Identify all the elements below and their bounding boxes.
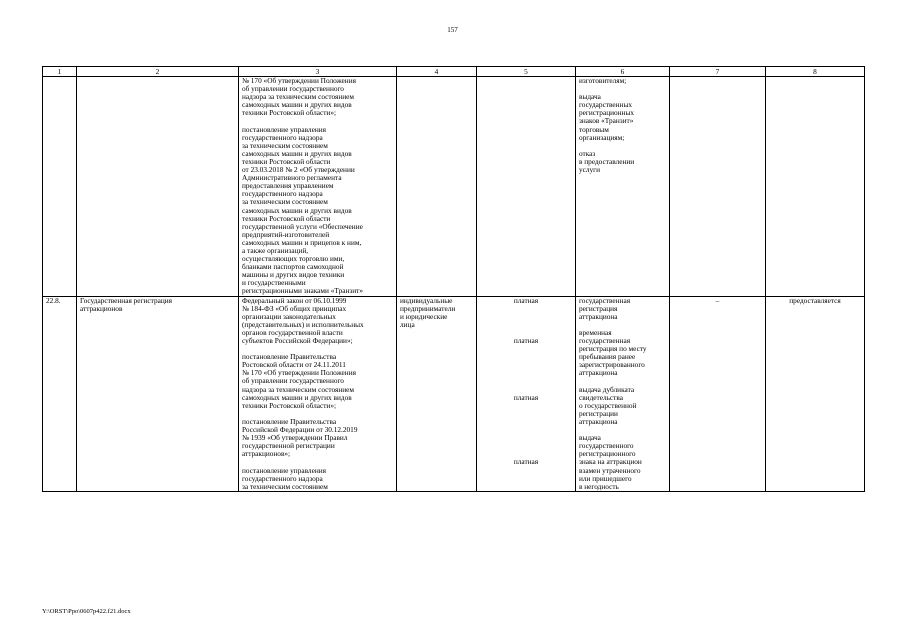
column-header-8: 8 [766, 67, 865, 77]
cell-text-line: государственного надзора [242, 132, 323, 142]
cell-text-line [480, 345, 572, 353]
cell-text-line: регистрационными знаками «Транзит» [242, 286, 363, 296]
column-header-7: 7 [670, 67, 766, 77]
cell-text-line: (представительных) и исполнительных [242, 319, 364, 329]
cell-text-line: лица [400, 319, 415, 329]
cell-text-line: самоходных машин и других видов [242, 100, 352, 110]
service-name-cell [77, 296, 239, 491]
cell-text-line: 22.8. [46, 295, 61, 305]
cell-text-line: надзора за техническим состоянием [242, 384, 355, 394]
cell-text-line: государственного надзора [242, 189, 323, 199]
cell-text-line: взамен утраченного [579, 465, 641, 475]
cell-text-line: постановление Правительства [242, 416, 337, 426]
applicants-cell [397, 296, 477, 491]
cell-text-line: предоставляется [789, 295, 841, 305]
cell-text-line: техники Ростовской области»; [242, 108, 337, 118]
cell-text-line: свидетельства [579, 392, 623, 402]
payment-cell [477, 77, 576, 297]
cell-text-line [480, 305, 572, 313]
cell-text-line: выдача [579, 92, 601, 102]
fee-cell [670, 296, 766, 491]
cell-text-line [480, 442, 572, 450]
cell-text-line: Российской Федерации от 30.12.2019 [242, 425, 358, 435]
cell-text-line: временная [579, 327, 612, 337]
cell-text-line: постановление Правительства [242, 352, 337, 362]
column-header-3: 3 [239, 67, 397, 77]
cell-text-line: выдача дубликата [579, 384, 635, 394]
row-number-cell [43, 296, 77, 491]
cell-text-line [480, 402, 572, 410]
cell-text-line: индивидуальные [400, 295, 453, 305]
cell-text-line: платная [513, 295, 539, 305]
cell-text-line: государственной регистрации [242, 441, 335, 451]
cell-text-line: регистрация [579, 303, 618, 313]
cell-text-line: Административного регламента [242, 173, 342, 183]
cell-text-line: Ростовской области от 24.11.2011 [242, 360, 346, 370]
cell-text-line: аттракциона [579, 416, 618, 426]
legal-basis-cell [239, 77, 397, 297]
cell-text-line: аттракциона [579, 368, 618, 378]
cell-text-line: Федеральный закон от 06.10.1999 [242, 295, 347, 305]
cell-text-line: субъектов Российской Федерации»; [242, 336, 353, 345]
cell-text-line: регистрационного [579, 449, 636, 459]
cell-text-line [480, 361, 572, 369]
cell-text-line: организациям; [579, 132, 625, 142]
result-cell [576, 77, 670, 297]
services-table [42, 66, 865, 492]
cell-text-line [480, 410, 572, 418]
cell-text-line: услуги [579, 165, 601, 175]
cell-text-line: самоходных машин и других видов [242, 148, 352, 158]
cell-text-line: № 170 «Об утверждении Положения [242, 368, 356, 378]
cell-text-line: знака на аттракцион [579, 457, 642, 467]
column-number-row [43, 67, 865, 77]
cell-text-line: государственного надзора [242, 473, 323, 483]
service-name-cell [77, 77, 239, 297]
column-header-5: 5 [477, 67, 576, 77]
cell-text-line: государственного [579, 441, 634, 451]
cell-text-line: об управлении государственного [242, 376, 344, 386]
cell-text-line: постановление управления [242, 465, 326, 475]
applicants-cell [397, 77, 477, 297]
cell-text-line: – [715, 295, 720, 305]
cell-text-line: № 184-ФЗ «Об общих принципах [242, 303, 347, 313]
cell-text-line: за техническим состоянием [242, 481, 328, 491]
cell-text-line: предприниматели [400, 303, 456, 313]
cell-text-line: машины и других видов техники [242, 270, 345, 280]
cell-text-line: в предоставлении [579, 156, 635, 166]
cell-text-line: № 1939 «Об утверждении Правил [242, 433, 348, 443]
cell-text-line [480, 369, 572, 377]
cell-text-line [480, 434, 572, 442]
cell-text-line [480, 353, 572, 361]
cell-text-line: № 170 «Об утверждении Положения [242, 76, 356, 85]
row-number-cell [43, 77, 77, 297]
cell-text-line: от 23.03.2018 № 2 «Об утверждении [242, 165, 355, 175]
cell-text-line: техники Ростовской области [242, 213, 331, 223]
cell-text-line: отказ [579, 148, 596, 158]
cell-text-line: регистрации [579, 408, 618, 418]
cell-text-line: осуществляющих торговлю ими, [242, 254, 345, 264]
cell-text-line: регистрационных [579, 108, 635, 118]
cell-text-line: надзора за техническим состоянием [242, 92, 355, 102]
status-cell [766, 77, 865, 297]
payment-cell [477, 296, 576, 491]
status-cell [766, 296, 865, 491]
cell-text-line: техники Ростовской области [242, 156, 331, 166]
cell-text-line: или пришедшего [579, 473, 632, 483]
cell-text-line: самоходных машин и прицепов к ним, [242, 237, 362, 247]
cell-text-line: аттракционов»; [242, 449, 291, 459]
cell-text-line [480, 377, 572, 385]
cell-text-line: платная [513, 457, 539, 467]
cell-text-line: государственная [579, 295, 631, 305]
cell-text-line: и государственными [242, 278, 306, 288]
cell-text-line: выдача [579, 433, 601, 443]
cell-text-line: государственной услуги «Обеспечение [242, 221, 363, 231]
cell-text-line [480, 321, 572, 329]
cell-text-line: в негодность [579, 481, 619, 491]
cell-text-line: самоходных машин и других видов [242, 205, 352, 215]
cell-text-line: и юридические [400, 311, 448, 321]
cell-text-line: о государственной [579, 400, 637, 410]
cell-text-line: аттракционов [80, 303, 123, 313]
cell-text-line: предприятий-изготовителей [242, 229, 330, 239]
cell-text-line [480, 313, 572, 321]
cell-text-line: техники Ростовской области»; [242, 400, 337, 410]
cell-text-line: Государственная регистрация [80, 295, 172, 305]
result-cell [576, 296, 670, 491]
column-header-4: 4 [397, 67, 477, 77]
column-header-6: 6 [576, 67, 670, 77]
column-header-2: 2 [77, 67, 239, 77]
fee-cell [670, 77, 766, 297]
cell-text-line: организации законодательных [242, 311, 336, 321]
cell-text-line [480, 426, 572, 434]
cell-text-line: а также организаций, [242, 245, 309, 255]
cell-text-line: изготовителям; [579, 76, 627, 85]
table-row [43, 296, 865, 491]
cell-text-line: за техническим состоянием [242, 140, 328, 150]
cell-text-line [480, 418, 572, 426]
cell-text-line: государственных [579, 100, 633, 110]
cell-text-line: аттракциона [579, 311, 618, 321]
cell-text-line: платная [513, 392, 539, 402]
cell-text-line: об управлении государственного [242, 84, 344, 94]
cell-text-line: знаков «Транзит» [579, 116, 634, 126]
cell-text-line: бланками паспортов самоходной [242, 262, 344, 272]
cell-text-line: самоходных машин и других видов [242, 392, 352, 402]
file-path-footer: Y:\ORST\Ppo\0607p422.f21.docx [42, 608, 131, 615]
cell-text-line: регистрация по месту [579, 344, 647, 354]
cell-text-line: за техническим состоянием [242, 197, 328, 207]
cell-text-line: платная [513, 336, 539, 345]
legal-basis-cell [239, 296, 397, 491]
column-header-1: 1 [43, 67, 77, 77]
cell-text-line: органов государственной власти [242, 327, 343, 337]
cell-text-line: пребывания ранее [579, 352, 636, 362]
cell-text-line: зарегистрированного [579, 360, 645, 370]
cell-text-line: предоставления управлением [242, 181, 334, 191]
cell-text-line: торговым [579, 124, 609, 134]
table-row [43, 77, 865, 297]
page-number: 157 [447, 26, 458, 34]
cell-text-line: государственная [579, 336, 631, 345]
cell-text-line: постановление управления [242, 124, 326, 134]
